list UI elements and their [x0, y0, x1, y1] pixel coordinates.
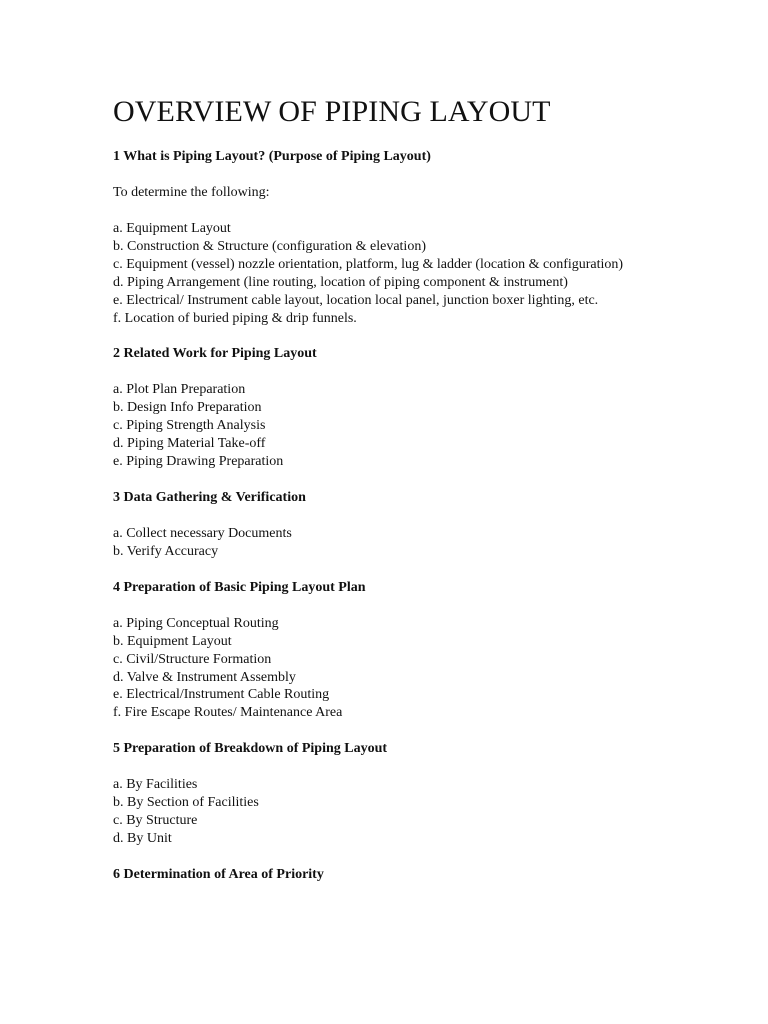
section-intro: To determine the following: [113, 185, 270, 200]
list-item: e. Electrical/Instrument Cable Routing [113, 687, 330, 703]
list-item: b. By Section of Facilities [113, 795, 259, 811]
list-item: a. Plot Plan Preparation [113, 382, 246, 398]
list-item: b. Equipment Layout [113, 633, 232, 649]
section-2 [113, 345, 653, 471]
section-heading: 3 Data Gathering & Verification [113, 489, 306, 505]
list-item: a. By Facilities [113, 777, 198, 793]
section-heading: 4 Preparation of Basic Piping Layout Plan [113, 579, 366, 595]
section-4 [113, 579, 653, 722]
list-item: f. Location of buried piping & drip funnels. [113, 310, 357, 326]
section-5 [113, 740, 653, 848]
list-item: d. Valve & Instrument Assembly [113, 669, 296, 685]
section-heading: 5 Preparation of Breakdown of Piping Layout [113, 741, 388, 757]
list-item: b. Design Info Preparation [113, 400, 262, 416]
list-item: c. By Structure [113, 813, 198, 829]
document-page [113, 92, 653, 902]
list-item: e. Piping Drawing Preparation [113, 454, 284, 470]
section-heading: 2 Related Work for Piping Layout [113, 346, 317, 362]
list-item: e. Electrical/ Instrument cable layout, location local panel, junction boxer lighting, etc. [113, 292, 599, 308]
list-item: a. Equipment Layout [113, 221, 231, 236]
section-item-list [113, 381, 653, 471]
list-item: b. Verify Accuracy [113, 543, 219, 559]
document-title: OVERVIEW OF PIPING LAYOUT [113, 95, 551, 128]
section-1 [113, 148, 653, 327]
section-item-list [113, 776, 653, 848]
section-heading: 1 What is Piping Layout? (Purpose of Piping Layout) [113, 149, 431, 164]
list-item: d. By Unit [113, 830, 172, 846]
list-item: a. Collect necessary Documents [113, 525, 292, 541]
list-item: c. Piping Strength Analysis [113, 418, 266, 434]
list-item: d. Piping Arrangement (line routing, location of piping component & instrument) [113, 274, 568, 290]
section-heading: 6 Determination of Area of Priority [113, 866, 324, 882]
list-item: f. Fire Escape Routes/ Maintenance Area [113, 705, 343, 721]
list-item: b. Construction & Structure (configuration & elevation) [113, 238, 426, 254]
section-3 [113, 489, 653, 561]
list-item: a. Piping Conceptual Routing [113, 615, 279, 631]
list-item: c. Civil/Structure Formation [113, 651, 272, 667]
section-item-list [113, 220, 653, 327]
list-item: d. Piping Material Take-off [113, 436, 266, 452]
section-item-list [113, 615, 653, 722]
section-item-list [113, 525, 653, 561]
section-6 [113, 866, 653, 884]
list-item: c. Equipment (vessel) nozzle orientation, platform, lug & ladder (location & configuration) [113, 256, 624, 272]
